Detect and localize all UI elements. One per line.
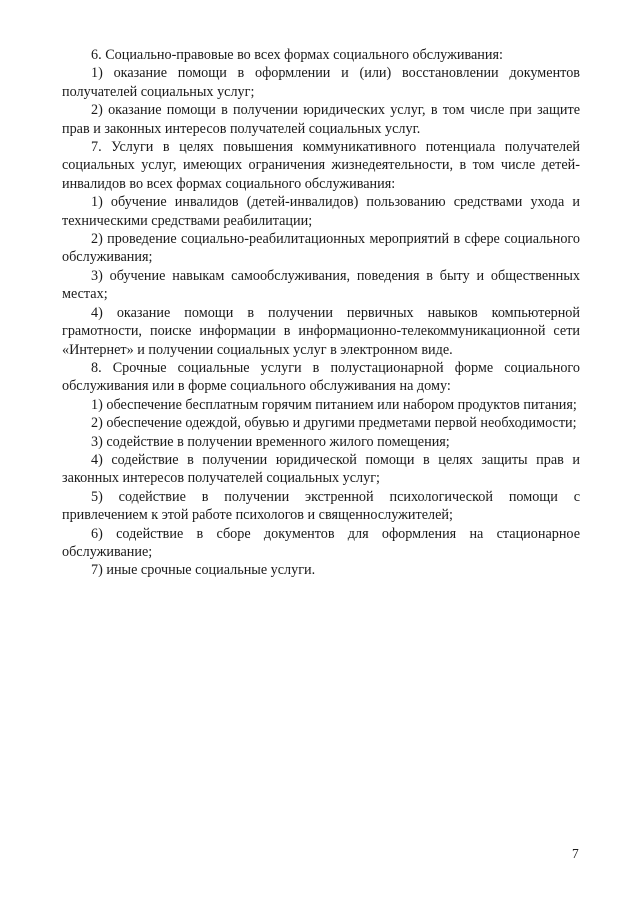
list-item: 6) содействие в сборе документов для оформления на стационарное обслуживание; xyxy=(62,525,580,560)
document-body xyxy=(62,46,580,580)
list-item: 1) обеспечение бесплатным горячим питанием или набором продуктов питания; xyxy=(91,396,577,413)
list-item: 5) содействие в получении экстренной психологической помощи с привлечением к этой работе психологов и священнослужителей; xyxy=(62,488,580,524)
section-heading-6: 6. Социально-правовые во всех формах социального обслуживания: xyxy=(91,47,503,63)
list-item: 7) иные срочные социальные услуги. xyxy=(91,562,316,579)
section-heading-8: 8. Срочные социальные услуги в полустационарной форме социального обслуживания или в форме социального обслуживания на дому: xyxy=(62,359,580,395)
list-item: 1) обучение инвалидов (детей-инвалидов) пользованию средствами ухода и техническими средствами реабилитации; xyxy=(62,194,580,229)
list-item: 4) содействие в получении юридической помощи в целях защиты прав и законных интересов получателей социальных услуг; xyxy=(62,451,580,487)
page-number: 7 xyxy=(572,846,579,861)
list-item: 2) обеспечение одеждой, обувью и другими предметами первой необходимости; xyxy=(91,415,577,432)
list-item: 2) оказание помощи в получении юридических услуг, в том числе при защите прав и законных интересов получателей социальных услуг. xyxy=(62,102,580,137)
list-item: 3) обучение навыкам самообслуживания, поведения в быту и общественных местах; xyxy=(62,267,580,303)
list-item: 2) проведение социально-реабилитационных мероприятий в сфере социального обслуживания; xyxy=(62,231,580,266)
list-item: 3) содействие в получении временного жилого помещения; xyxy=(91,433,450,450)
section-heading-7: 7. Услуги в целях повышения коммуникативного потенциала получателей социальных услуг, имеющих ограничения жизнедеятельности, в том числе детей-инвалидов во всех формах социального обслуживания: xyxy=(62,139,580,192)
list-item: 1) оказание помощи в оформлении и (или) восстановлении документов получателей социальных услуг; xyxy=(62,65,580,100)
list-item: 4) оказание помощи в получении первичных навыков компьютерной грамотности, поиске информации в информационно-телекоммуникационной сети «Интернет» и получении социальных услуг в электронном виде. xyxy=(62,304,580,358)
